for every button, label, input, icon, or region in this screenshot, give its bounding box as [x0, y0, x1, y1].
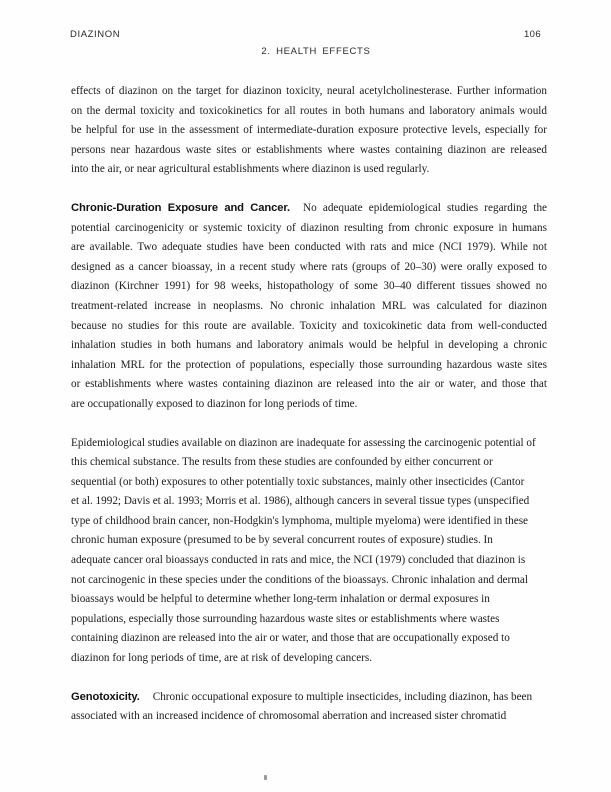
- text-line: potential carcinogenicity or systemic toxicity of diazinon resulting from chronic exposure in humans: [71, 221, 547, 234]
- text-line: into the air, or near agricultural establishments where diazinon is used regularly.: [71, 163, 430, 176]
- text-line: on the dermal toxicity and toxicokinetics for all routes in both humans and laboratory animals would: [71, 104, 547, 117]
- paragraph: [71, 688, 547, 727]
- text-span: No adequate epidemiological studies regarding the: [303, 201, 547, 214]
- text-line: sequential (or both) exposures to other potentially toxic substances, mainly other insecticides (Cantor: [71, 475, 525, 488]
- paragraph: [71, 434, 547, 669]
- text-line: bioassays would be helpful to determine whether long-term inhalation or dermal exposures in: [71, 593, 490, 606]
- text-line: because no studies for this route are available. Toxicity and toxicokinetic data from well-conducted: [71, 319, 547, 332]
- text-line: or establishments where wastes containing diazinon are released into the air or water, and those that: [71, 378, 547, 391]
- paragraph: [71, 199, 547, 415]
- text-line: are occupationally exposed to diazinon for long periods of time.: [71, 397, 358, 410]
- text-line: be helpful for use in the assessment of intermediate-duration exposure protective levels, especially for: [71, 124, 547, 137]
- text-line: associated with an increased incidence of chromosomal aberration and increased sister chromatid: [71, 710, 507, 723]
- run-in-heading: Chronic-Duration Exposure and Cancer.: [71, 201, 291, 214]
- text-line: adequate cancer oral bioassays conducted in rats and mice, the NCI (1979) concluded that diazinon is: [71, 554, 526, 567]
- text-line: not carcinogenic in these species under the conditions of the bioassays. Chronic inhalation and dermal: [71, 573, 529, 586]
- text-line: containing diazinon are released into the air or water, and those that are occupationally exposed to: [71, 632, 510, 645]
- text-line: diazinon for long periods of time, are at risk of developing cancers.: [71, 652, 373, 665]
- text-line: populations, especially those surrounding hazardous waste sites or establishments where wastes: [71, 612, 500, 625]
- text-line: treatment-related increase in neoplasms. No chronic inhalation MRL was calculated for diazinon: [71, 299, 547, 312]
- text-line: diazinon (Kirchner 1991) for 98 weeks, histopathology of some 30–40 different tissues showed no: [71, 280, 547, 293]
- text-line: persons near hazardous waste sites or establishments where wastes containing diazinon are released: [71, 143, 547, 156]
- paragraph: [71, 82, 547, 180]
- body-text: [71, 82, 547, 746]
- run-in-heading: Genotoxicity.: [71, 690, 140, 703]
- text-line: Epidemiological studies available on diazinon are inadequate for assessing the carcinogenic potential of: [71, 436, 536, 449]
- text-line: designed as a cancer bioassay, in a recent study where rats (groups of 20–30) were orally exposed to: [71, 260, 547, 273]
- text-line: et al. 1992; Davis et al. 1993; Morris et al. 1986), although cancers in several tissue types (unspecified: [71, 495, 530, 508]
- section-header: 2. HEALTH EFFECTS: [261, 46, 371, 57]
- text-span: Chronic occupational exposure to multiple insecticides, including diazinon, has been: [152, 690, 533, 703]
- text-line: chronic human exposure (presumed to be by several concurrent routes of exposure) studies. In: [71, 534, 493, 547]
- text-line: are available. Two adequate studies have been conducted with rats and mice (NCI 1979). While not: [71, 241, 547, 254]
- text-line: type of childhood brain cancer, non-Hodgkin's lymphoma, multiple myeloma) were identified in these: [71, 514, 529, 527]
- text-line: inhalation studies in both humans and laboratory animals would be helpful in developing a chronic: [71, 339, 547, 352]
- scan-artifact: [264, 775, 267, 780]
- text-line: this chemical substance. The results from these studies are confounded by either concurrent or: [71, 456, 493, 469]
- text-line: [71, 199, 547, 219]
- text-line: [71, 688, 547, 708]
- text-line: effects of diazinon on the target for diazinon toxicity, neural acetylcholinesterase. Further information: [71, 85, 547, 97]
- doc-title: DIAZINON: [70, 29, 121, 40]
- text-line: inhalation MRL for the protection of populations, especially those surrounding hazardous waste sites: [71, 358, 547, 371]
- page-number: 106: [524, 29, 542, 40]
